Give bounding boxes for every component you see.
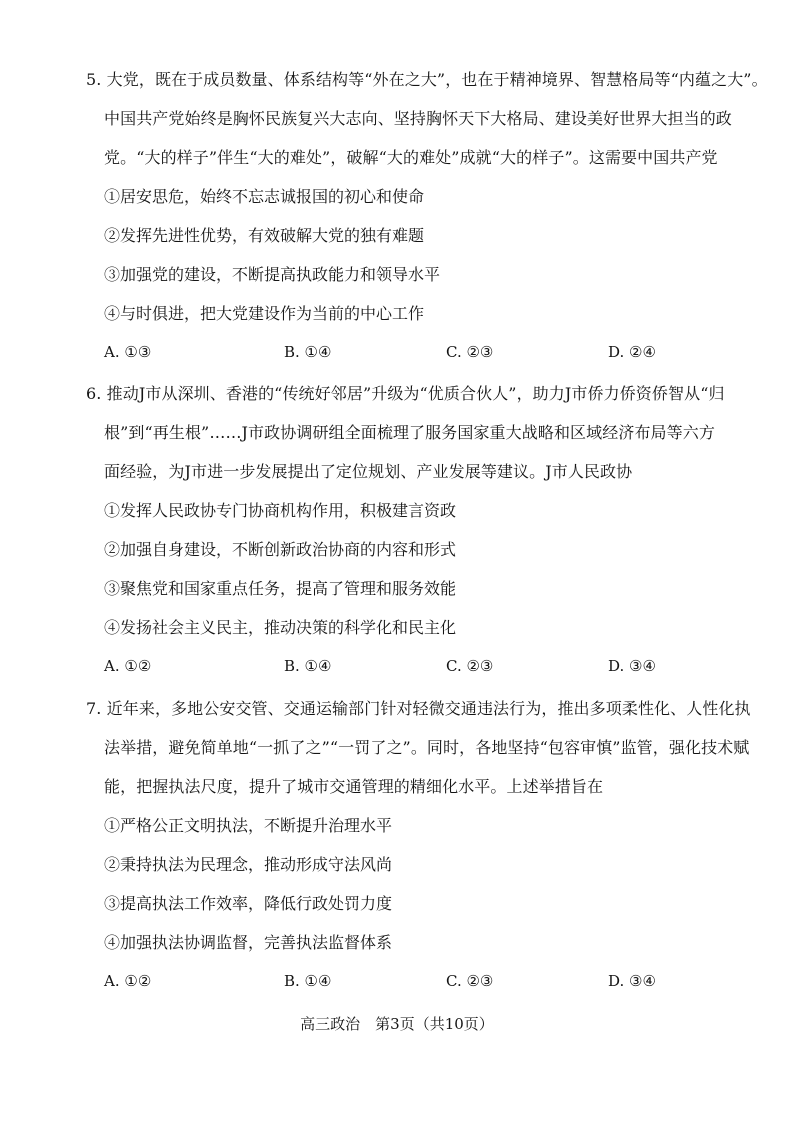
answer-choices [104,962,736,1001]
statement-4: ④发扬社会主义民主，推动决策的科学化和民主化 [104,618,457,637]
choice-d: D. ③④ [608,972,656,990]
statement-4: ④加强执法协调监督，完善执法监督体系 [104,933,393,952]
question-stem-line: 能，把握执法尺度，提升了城市交通管理的精细化水平。上述举措旨在 [104,777,604,796]
question-stem-line: 7. 近年来，多地公安交管、交通运输部门针对轻微交通违法行为，推出多项柔性化、人性化执 [86,699,751,718]
question-7 [86,689,751,1001]
statement-3: ③加强党的建设，不断提高执政能力和领导水平 [104,265,441,284]
question-stem-line: 党。“大的样子”伴生“大的难处”，破解“大的难处”成就“大的样子”。这需要中国共产党 [104,148,718,167]
question-stem-line: 中国共产党始终是胸怀民族复兴大志向、坚持胸怀天下大格局、建设美好世界大担当的政 [104,109,732,128]
choice-c: C. ②③ [446,343,494,361]
question-stem-line: 面经验，为J市进一步发展提出了定位规划、产业发展等建议。J市人民政协 [104,462,633,481]
question-6 [86,374,736,686]
statement-3: ③提高执法工作效率，降低行政处罚力度 [104,894,393,913]
choice-a: A. ①③ [104,343,152,361]
question-stem-line: 5. 大党，既在于成员数量、体系结构等“外在之大”，也在于精神境界、智慧格局等“内蕴之大”。 [86,70,768,89]
choice-d: D. ③④ [608,657,656,675]
answer-choices [104,333,736,372]
choice-b: B. ①④ [284,972,332,990]
question-stem-line: 法举措，避免简单地“一抓了之”“一罚了之”。同时，各地坚持“包容审慎”监管，强化技术赋 [104,738,750,757]
answer-choices [104,647,736,686]
statement-1: ①严格公正文明执法，不断提升治理水平 [104,816,393,835]
statement-3: ③聚焦党和国家重点任务，提高了管理和服务效能 [104,579,457,598]
choice-d: D. ②④ [608,343,656,361]
choice-b: B. ①④ [284,657,332,675]
choice-a: A. ①② [104,972,152,990]
statement-2: ②加强自身建设，不断创新政治协商的内容和形式 [104,540,457,559]
page-footer: 高三政治 第3页（共10页） [300,1015,494,1033]
statement-1: ①发挥人民政协专门协商机构作用，积极建言资政 [104,501,457,520]
statement-2: ②秉持执法为民理念，推动形成守法风尚 [104,855,393,874]
statement-1: ①居安思危，始终不忘志诚报国的初心和使命 [104,187,425,206]
choice-a: A. ①② [104,657,152,675]
choice-c: C. ②③ [446,972,494,990]
statement-4: ④与时俱进，把大党建设作为当前的中心工作 [104,304,425,323]
choice-b: B. ①④ [284,343,332,361]
choice-c: C. ②③ [446,657,494,675]
question-stem-line: 根”到“再生根”……J市政协调研组全面梳理了服务国家重大战略和区域经济布局等六方 [104,423,715,442]
question-5 [86,60,768,372]
statement-2: ②发挥先进性优势，有效破解大党的独有难题 [104,226,425,245]
question-stem-line: 6. 推动J市从深圳、香港的“传统好邻居”升级为“优质合伙人”，助力J市侨力侨资侨智从“归 [86,384,725,403]
